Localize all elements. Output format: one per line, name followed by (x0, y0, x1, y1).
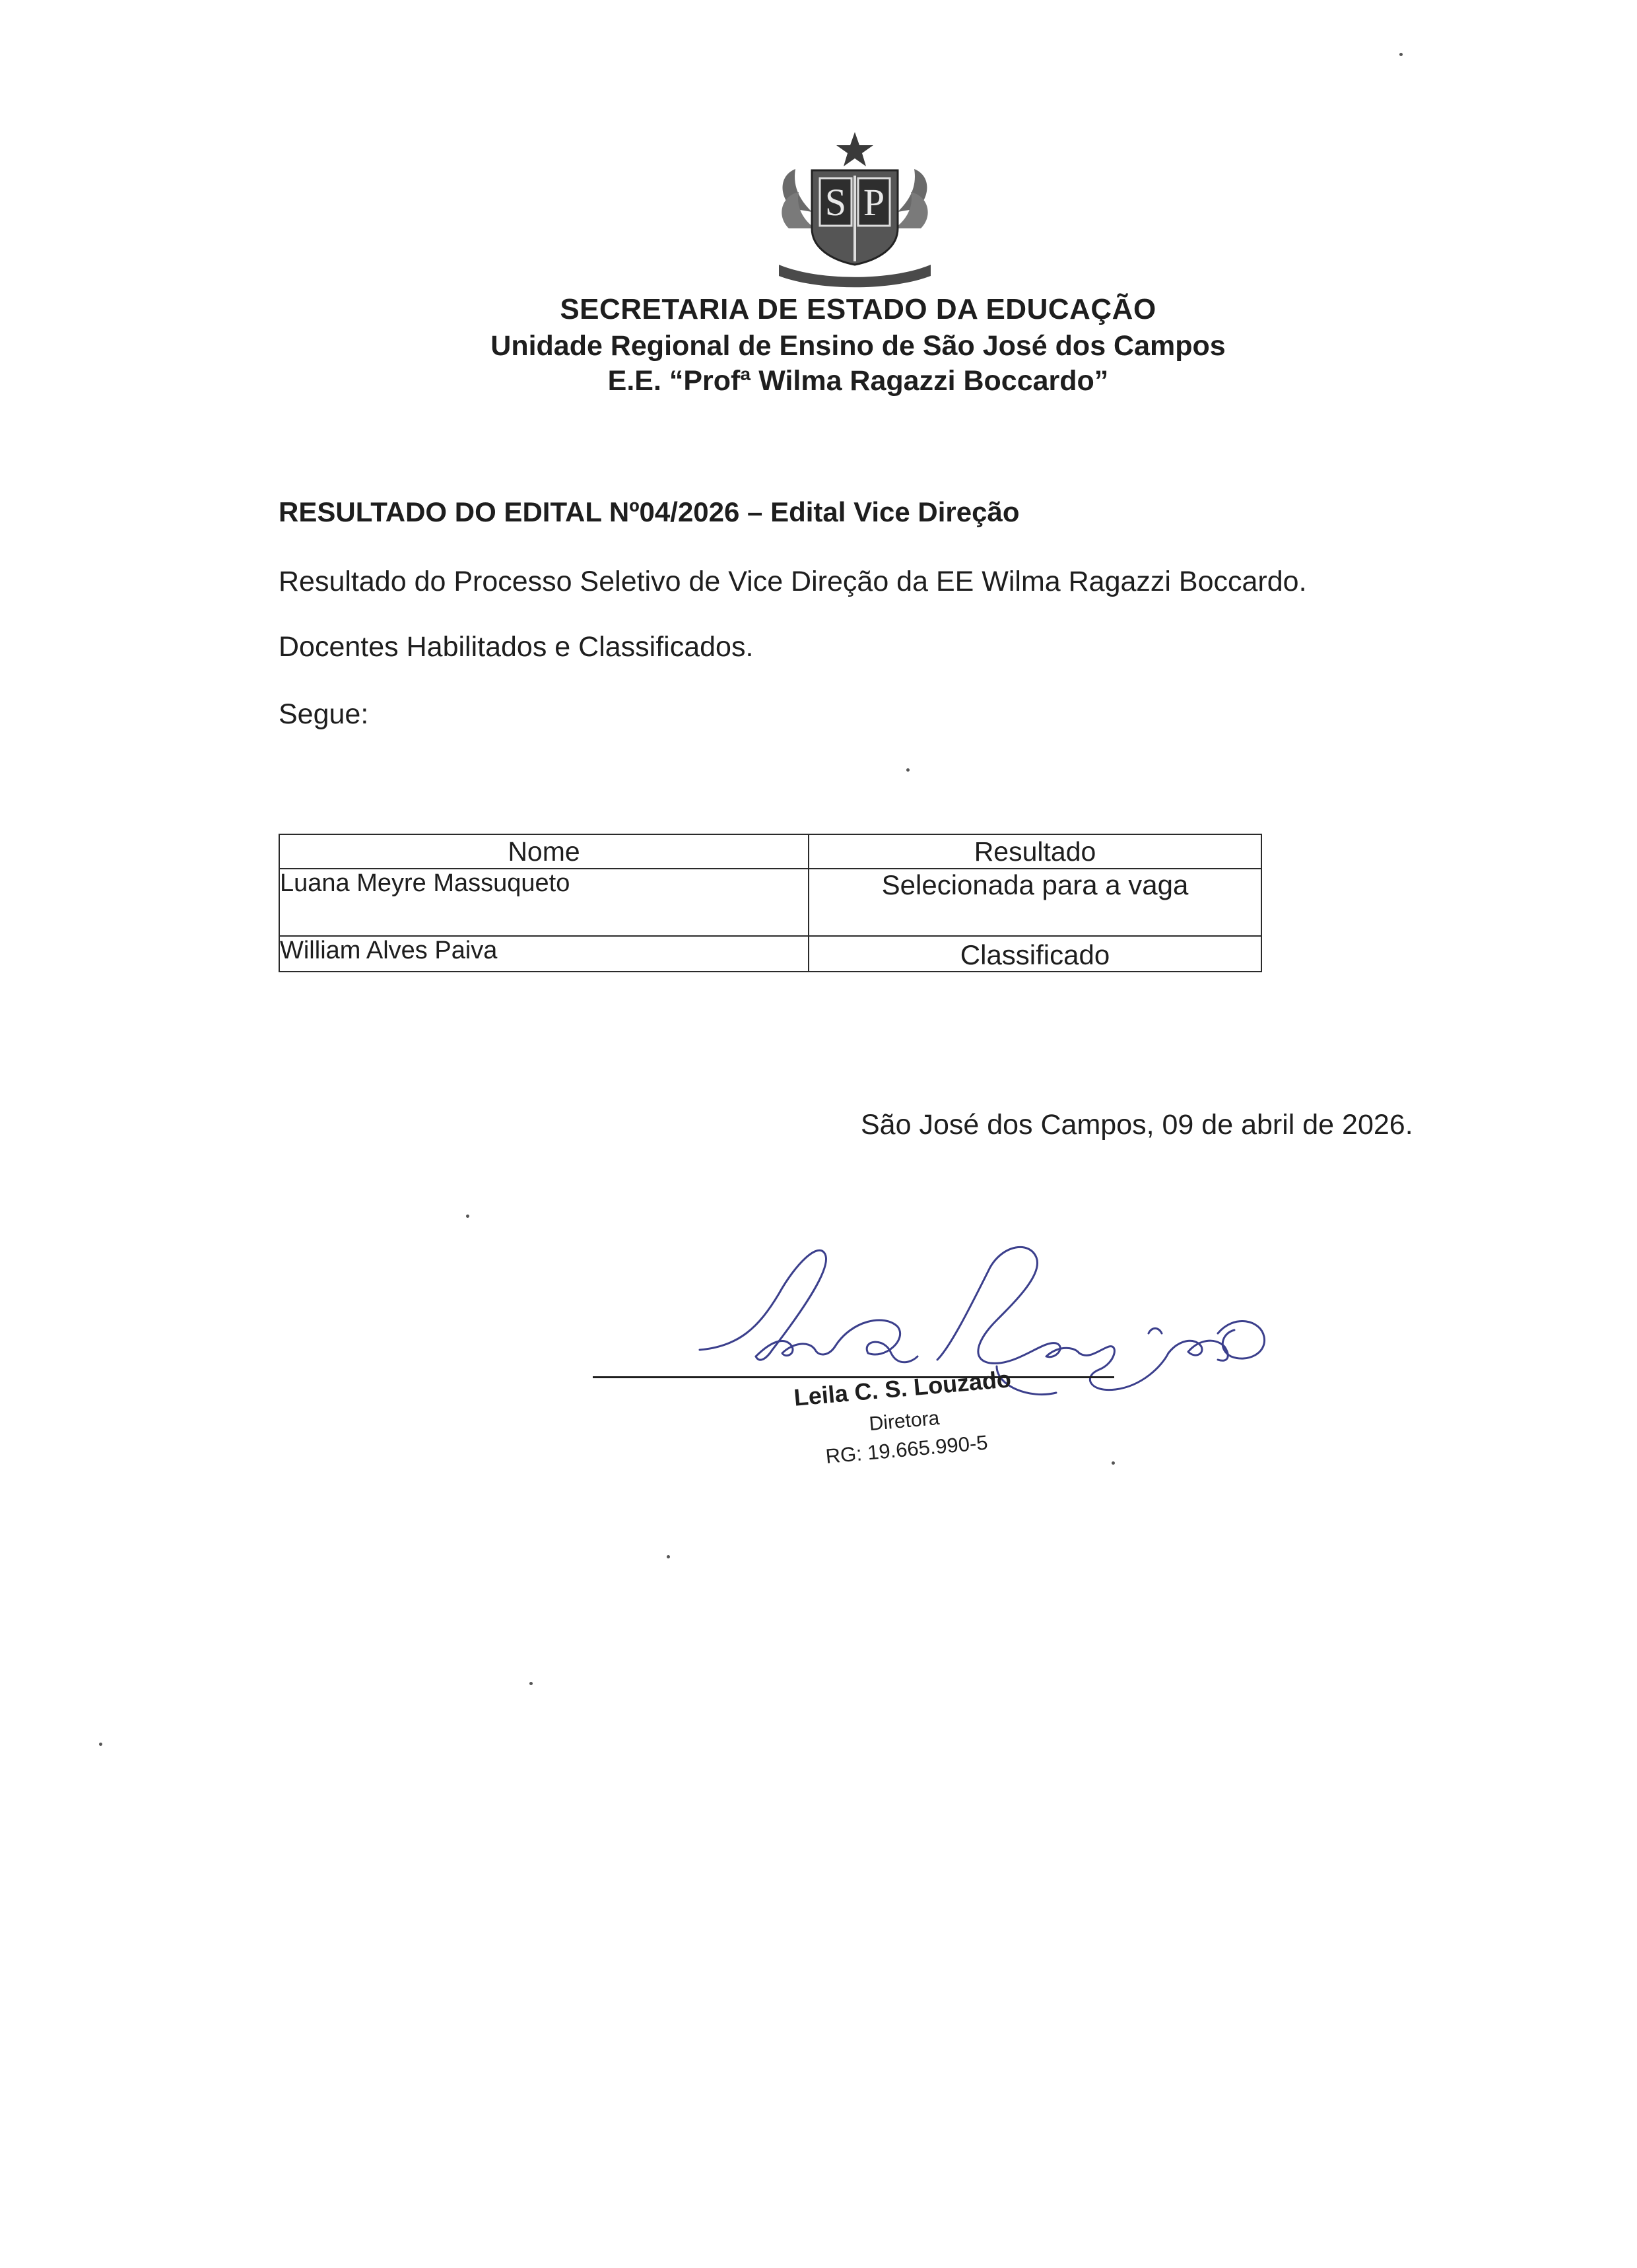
cell-result: Selecionada para a vaga (809, 869, 1261, 936)
paragraph-qualified: Docentes Habilitados e Classificados. (279, 631, 754, 663)
column-header-name: Nome (279, 834, 809, 869)
paragraph-follows: Segue: (279, 698, 369, 730)
coat-letter-p: P (863, 181, 885, 224)
scan-speck (1399, 53, 1403, 56)
cell-result: Classificado (809, 936, 1261, 972)
scan-speck (466, 1215, 469, 1218)
column-header-result: Resultado (809, 834, 1261, 869)
cell-name: William Alves Paiva (279, 936, 809, 972)
header-school: E.E. “Profª Wilma Ragazzi Boccardo” (607, 365, 1109, 397)
document-title: RESULTADO DO EDITAL Nº04/2026 – Edital Vice Direção (279, 496, 1020, 527)
paragraph-intro: Resultado do Processo Seletivo de Vice Direção da EE Wilma Ragazzi Boccardo. (279, 566, 1307, 597)
coat-letter-s: S (824, 181, 847, 224)
header-org: SECRETARIA DE ESTADO DA EDUCAÇÃO (560, 293, 1156, 325)
results-table (279, 834, 1262, 972)
stamp-name: Leila C. S. Louzado (793, 1365, 1013, 1411)
scan-speck (1112, 1461, 1115, 1465)
scan-speck (667, 1555, 670, 1558)
header-unit: Unidade Regional de Ensino de São José dos Campos (490, 330, 1226, 362)
table-row (279, 936, 1261, 972)
table-row (279, 869, 1261, 936)
dateline: São José dos Campos, 09 de abril de 2026. (861, 1109, 1413, 1141)
table-header-row (279, 834, 1261, 869)
sao-paulo-coat-of-arms-icon (766, 129, 944, 288)
scan-speck (529, 1682, 533, 1685)
stamp-role: Diretora (868, 1407, 941, 1436)
cell-name: Luana Meyre Massuqueto (279, 869, 809, 936)
stamp-rg: RG: 19.665.990-5 (824, 1430, 989, 1468)
scan-speck (906, 768, 910, 772)
scan-speck (99, 1743, 102, 1746)
